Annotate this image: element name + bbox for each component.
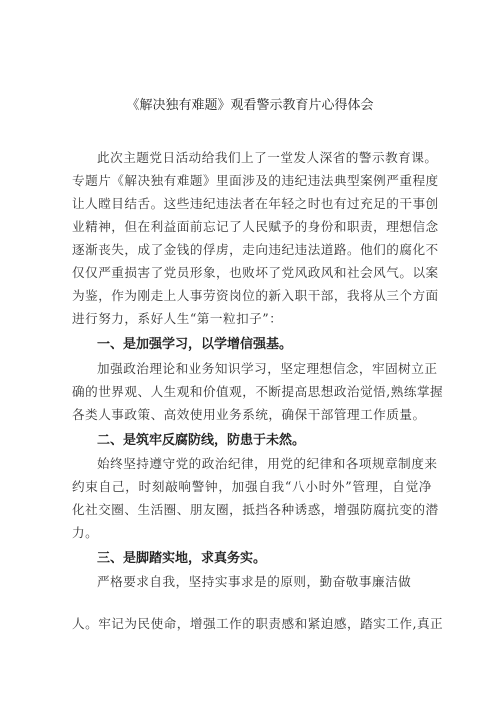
paragraph-line: 人。牢记为民使命，增强工作的职责感和紧迫感，踏实工作,真正 — [72, 616, 444, 631]
paragraph-line: 确的世界观、人生观和价值观，不断提高思想政治觉悟,熟练掌握 — [72, 384, 444, 399]
paragraph-line: 化社交圈、生活圈、朋友圈，抵挡各种诱惑，增强防腐抗变的潜 — [72, 502, 439, 517]
paragraph-line: 严格要求自我，坚持实事求是的原则，勤奋敬事廉洁做 — [97, 574, 412, 589]
paragraph-line: 此次主题党日活动给我们上了一堂发人深省的警示教育课。 — [97, 150, 438, 165]
paragraph-line: 进行努力，系好人生“第一粒扣子”： — [72, 311, 283, 326]
paragraph-line: 让人瞠目结舌。这些违纪违法者在年轻之时也有过充足的干事创 — [72, 196, 439, 211]
paragraph-line: 专题片《解决独有难题》里面涉及的违纪违法典型案例严重程度 — [72, 173, 439, 188]
paragraph-line: 约束自己，时刻敲响警钟，加强自我“八小时外”管理，自觉净 — [72, 479, 432, 494]
intro-paragraph — [72, 146, 439, 330]
paragraph-line: 力。 — [72, 525, 99, 540]
paragraph-line: 始终坚持遵守党的政治纪律，用党的纪律和各项规章制度来 — [97, 456, 438, 471]
paragraph-line: 各类人事政策、高效使用业务系统，确保干部管理工作质量。 — [72, 407, 426, 422]
section-heading: 二、是筑牢反腐防线，防患于未然。 — [97, 433, 306, 448]
continuation-paragraph — [72, 612, 444, 635]
section-heading: 三、是脚踏实地，求真务实。 — [97, 551, 267, 566]
paragraph-line: 为鉴，作为刚走上人事劳资岗位的新入职干部，我将从三个方面 — [72, 288, 439, 303]
section-heading: 一、是加强学习，以学增信强基。 — [97, 337, 293, 352]
document-title: 《解决独有难题》观看警示教育片心得体会 — [126, 98, 374, 113]
section-paragraph — [72, 357, 444, 426]
paragraph-line: 逐渐丧失，成了金钱的俘虏，走向违纪违法道路。他们的腐化不 — [72, 242, 439, 257]
paragraph-line: 业精神，但在利益面前忘记了人民赋予的身份和职责，理想信念 — [72, 219, 439, 234]
section-paragraph — [72, 570, 432, 593]
paragraph-line: 加强政治理论和业务知识学习，坚定理想信念，牢固树立正 — [97, 361, 438, 376]
paragraph-line: 仅仅严重损害了党员形象，也败坏了党风政风和社会风气。以案 — [72, 265, 439, 280]
section-paragraph — [72, 452, 439, 544]
